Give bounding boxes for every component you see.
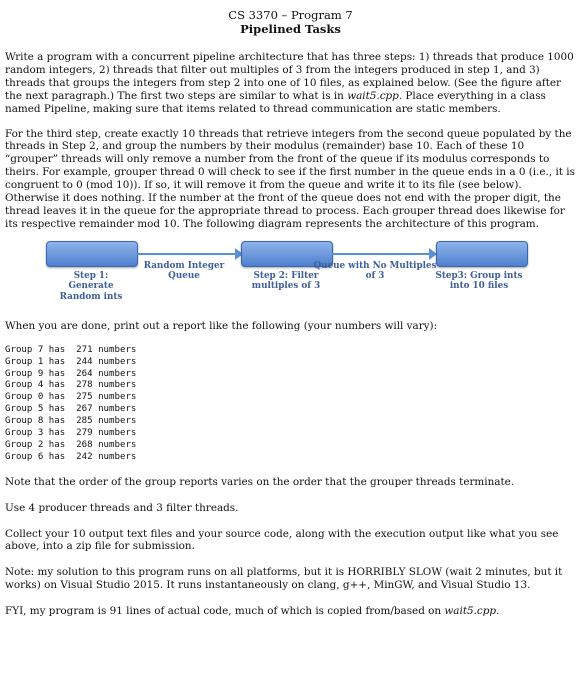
report-line: Group 0 has 275 numbers [5, 392, 137, 403]
step2-label: Step 2: Filter multiples of 3 [251, 270, 321, 292]
report-line: Group 5 has 267 numbers [5, 404, 137, 415]
report-line: Group 2 has 268 numbers [5, 439, 137, 450]
note-platform: Note: my solution to this program runs on all platforms, but it is HORRIBLY SLOW (wait 2 minutes, but it works) on Visual Studio 2015. It runs instantaneously on clang, g++, MinGW, and Visual Studio 13. [5, 566, 563, 592]
assignment-document [5, 8, 576, 618]
report-line: Group 4 has 278 numbers [5, 380, 137, 391]
file-reference: wait5.cpp [347, 89, 399, 102]
note-order: Note that the order of the group reports varies on the order that the grouper threads terminate. [5, 475, 515, 488]
report-line: Group 7 has 271 numbers [5, 344, 137, 355]
course-title: CS 3370 – Program 7 [228, 8, 353, 22]
step1-label: Step 1: Generate Random ints [59, 270, 123, 302]
report-line: Group 8 has 285 numbers [5, 416, 137, 427]
arrow-2 [332, 253, 431, 255]
intro-paragraph: Write a program with a concurrent pipeline architecture that has three steps: 1) threads that produce 1000 random integers, 2) threads that filter out multiples of 3 from the integers produced in step 1, and 3) threads that groups the integers from step 2 into one of 10 files, as explained below. (See the figure after the next paragraph.) The first two steps are similar to what is in wait5.cpp. Place everything in a class named Pipeline, making sure that items related to thread communication are static members. [5, 51, 574, 115]
report-output [5, 345, 576, 464]
fyi-note: FYI, my program is 91 lines of actual code, much of which is copied from/based on wait5.cpp. [5, 605, 500, 618]
third-step-paragraph: For the third step, create exactly 10 threads that retrieve integers from the second queue populated by the threads in Step 2, and group the numbers by their modulus (remainder) base 10. Each of these 10 “grouper” threads will only remove a number from the front of the queue if its modulus corresponds to theirs. For example, grouper thread 0 will check to see if the first number in the queue ends in a 0 (i.e., it is congruent to 0 (mod 10)). If so, it will remove it from the queue and write it to its file (see below). Otherwise it does nothing. If the number at the front of the queue does not end with the proper digit, the thread leaves it in the queue for the appropriate thread to process. Each grouper thread does likewise for its respective remainder mod 10. The following diagram represents the architecture of this program. [5, 127, 575, 230]
report-line: Group 3 has 279 numbers [5, 428, 137, 439]
step3-label: Step3: Group ints into 10 files [435, 270, 523, 292]
note-threads: Use 4 producer threads and 3 filter threads. [5, 501, 239, 514]
file-reference: wait5.cpp [444, 605, 497, 618]
queue1-label: Random Integer Queue [143, 260, 225, 282]
report-line: Group 1 has 244 numbers [5, 356, 137, 367]
report-intro: When you are done, print out a report like the following (your numbers will vary): [5, 319, 438, 332]
report-line: Group 9 has 264 numbers [5, 368, 137, 379]
arrow-1 [137, 253, 237, 255]
note-submit: Collect your 10 output text files and your source code, along with the execution output like what you see above, into a zip file for submission. [5, 527, 559, 553]
assignment-title: Pipelined Tasks [240, 22, 341, 36]
report-line: Group 6 has 242 numbers [5, 451, 137, 462]
step3-box [436, 241, 528, 267]
step1-box [46, 241, 138, 267]
queue2-label: Queue with No Multiples of 3 [313, 260, 437, 282]
pipeline-diagram [5, 239, 576, 314]
